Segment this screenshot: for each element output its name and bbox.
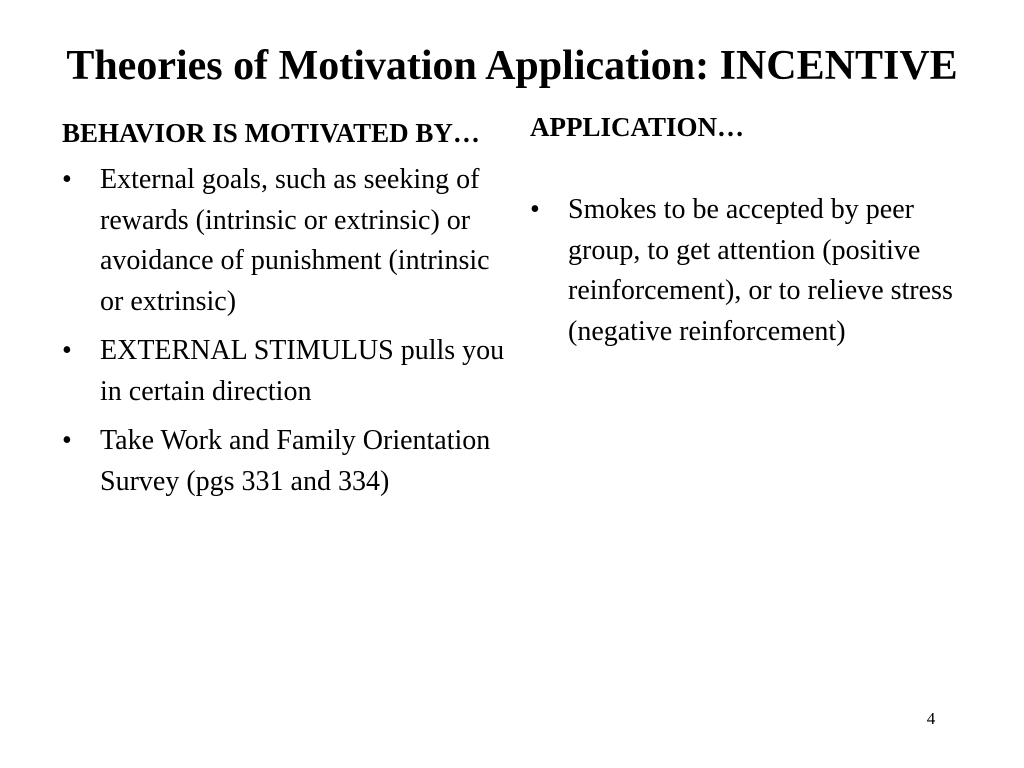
list-item bbox=[62, 160, 512, 322]
page-number: 4 bbox=[926, 709, 936, 728]
slide-title: Theories of Motivation Application: INCENTIVE bbox=[66, 43, 958, 89]
list-item bbox=[530, 190, 960, 352]
left-column-heading: BEHAVIOR IS MOTIVATED BY… bbox=[62, 118, 480, 148]
list-item-text: External goals, such as seeking of rewards (intrinsic or extrinsic) or avoidance of punishment (intrinsic or extrinsic) bbox=[100, 164, 490, 317]
left-column bbox=[62, 113, 512, 511]
bullet-icon: • bbox=[530, 194, 540, 225]
list-item bbox=[62, 331, 512, 412]
left-bullet-list bbox=[62, 160, 512, 502]
bullet-icon: • bbox=[62, 164, 72, 195]
list-item-text: Smokes to be accepted by peer group, to get attention (positive reinforcement), or to relieve stress (negative reinforcement) bbox=[568, 194, 953, 347]
list-item bbox=[62, 421, 512, 502]
list-item-text: Take Work and Family Orientation Survey (pgs 331 and 334) bbox=[100, 425, 491, 497]
bullet-icon: • bbox=[62, 335, 72, 366]
right-column bbox=[530, 107, 960, 361]
right-column-heading: APPLICATION… bbox=[530, 112, 745, 142]
list-item-text: EXTERNAL STIMULUS pulls you in certain direction bbox=[100, 335, 505, 407]
right-bullet-list bbox=[530, 190, 960, 352]
bullet-icon: • bbox=[62, 425, 72, 456]
